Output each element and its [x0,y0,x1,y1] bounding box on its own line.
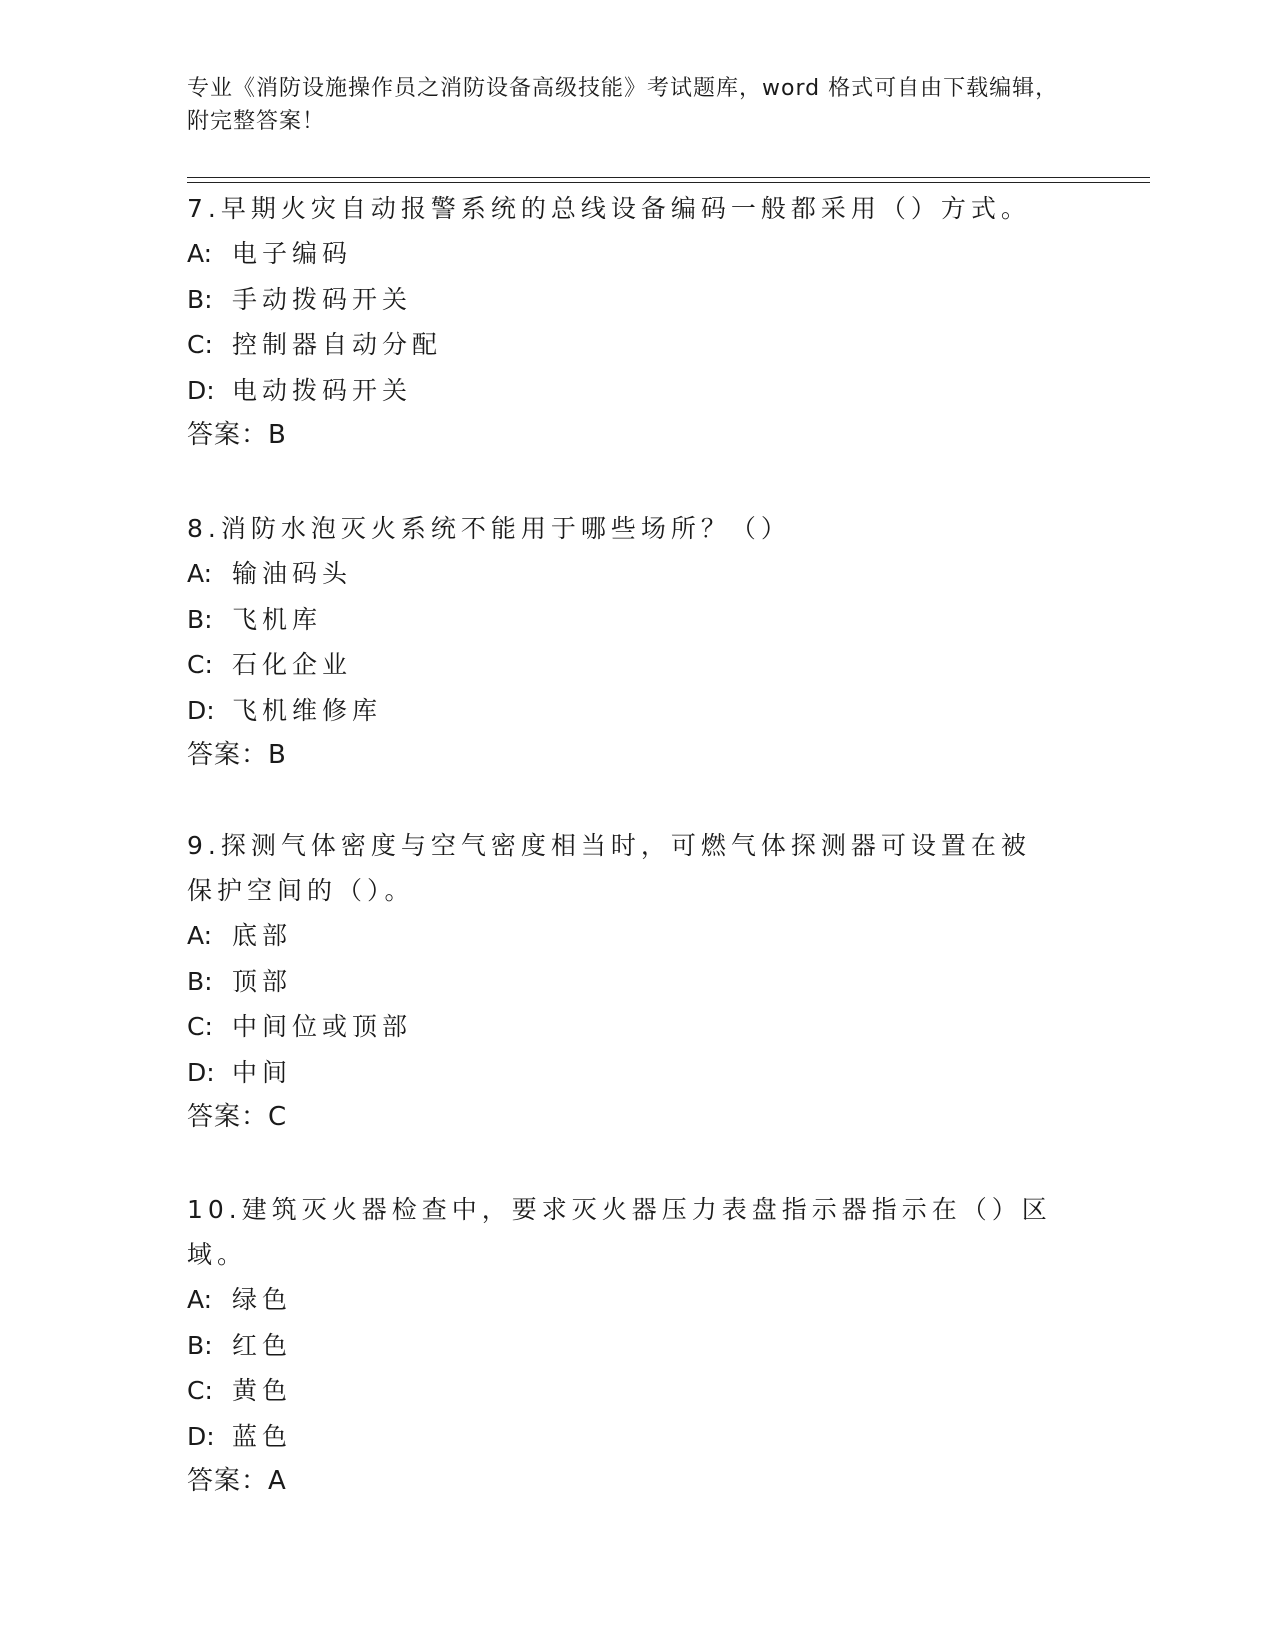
option-text: 电子编码 [232,239,353,268]
option-b [187,277,1087,323]
question-stem: 9.探测气体密度与空气密度相当时，可燃气体探测器可设置在被保护空间的（）。 [187,831,1031,905]
option-text: 输油码头 [232,559,353,588]
option-letter: A: [187,239,213,268]
question-block [187,823,1087,1140]
option-b [187,959,1087,1005]
option-text: 控制器自动分配 [232,330,443,359]
option-a [187,1277,1087,1323]
option-d [187,1050,1087,1096]
option-d [187,688,1087,734]
option-letter: A: [187,559,213,588]
option-letter: B: [187,966,213,996]
option-text: 飞机库 [232,604,323,634]
answer-line: 答案：A [187,1466,287,1496]
option-text: 石化企业 [232,650,353,679]
question-stem: 7.早期火灾自动报警系统的总线设备编码一般都采用（）方式。 [187,194,1031,223]
option-letter: D: [187,1057,215,1087]
option-c [187,322,1087,368]
option-d [187,368,1087,414]
option-letter: A: [187,1285,213,1314]
question-stem: 10.建筑灭火器检查中，要求灭火器压力表盘指示器指示在（）区域。 [187,1195,1052,1269]
option-a [187,551,1087,597]
option-letter: B: [187,1330,213,1360]
option-letter: D: [187,1421,215,1451]
option-text: 底部 [232,921,293,950]
answer-line: 答案：B [187,420,287,450]
option-a [187,231,1087,277]
question-block [187,1187,1087,1504]
option-a [187,913,1087,959]
header-divider-top [187,177,1150,178]
option-c [187,1004,1087,1050]
option-d [187,1414,1087,1460]
option-text: 绿色 [232,1285,293,1314]
option-letter: D: [187,375,215,405]
option-text: 飞机维修库 [232,695,383,725]
option-letter: C: [187,330,213,359]
option-letter: B: [187,604,213,634]
option-text: 电动拨码开关 [232,375,413,405]
option-text: 顶部 [232,966,293,996]
option-letter: C: [187,1376,213,1405]
question-stem: 8.消防水泡灭火系统不能用于哪些场所？（） [187,514,791,543]
question-block [187,506,1087,778]
option-letter: C: [187,650,213,679]
option-b [187,597,1087,643]
answer-line: 答案：C [187,1102,288,1132]
header-divider-bottom [187,182,1150,183]
option-text: 中间位或顶部 [232,1012,413,1041]
option-text: 中间 [232,1057,293,1087]
option-b [187,1323,1087,1369]
answer-line: 答案：B [187,740,287,770]
option-letter: D: [187,695,215,725]
option-c [187,1368,1087,1414]
document-header: 专业《消防设施操作员之消防设备高级技能》考试题库，word 格式可自由下载编辑，附完整答案！ [187,76,1059,134]
option-text: 蓝色 [232,1421,293,1451]
option-c [187,642,1087,688]
option-letter: B: [187,284,213,314]
question-block [187,186,1087,458]
option-letter: C: [187,1012,213,1041]
option-text: 红色 [232,1330,293,1360]
option-letter: A: [187,921,213,950]
option-text: 黄色 [232,1376,293,1405]
option-text: 手动拨码开关 [232,284,413,314]
